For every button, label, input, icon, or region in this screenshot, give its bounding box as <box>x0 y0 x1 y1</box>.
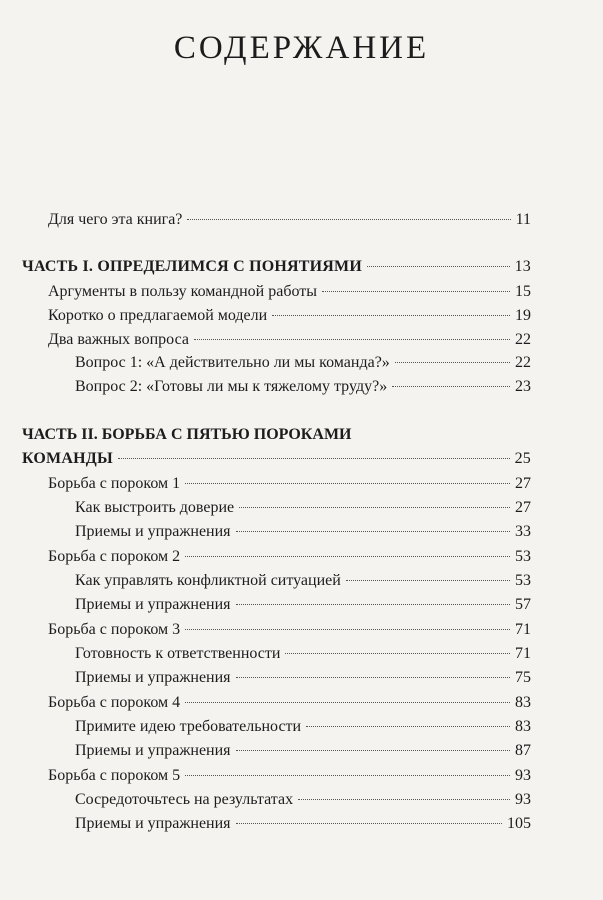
dot-leader <box>272 315 510 316</box>
dot-leader <box>185 775 510 776</box>
dot-leader <box>185 483 510 484</box>
dot-leader <box>239 507 510 508</box>
toc-entry[interactable] <box>48 474 531 494</box>
toc-entry[interactable] <box>75 741 531 761</box>
toc-entry-label: Как управлять конфликтной ситуацией <box>75 572 341 589</box>
toc-entry[interactable] <box>75 571 531 591</box>
toc-entry-page: 23 <box>515 378 531 395</box>
toc-entry-label: Приемы и упражнения <box>75 742 231 759</box>
toc-entry-page: 53 <box>515 572 531 589</box>
toc-entry-label: Приемы и упражнения <box>75 523 231 540</box>
toc-entry[interactable] <box>75 377 531 397</box>
toc-entry[interactable] <box>48 693 531 713</box>
toc-entry-page: 93 <box>515 767 531 784</box>
toc-entry-page: 71 <box>515 621 531 638</box>
toc-entry-page: 15 <box>515 283 531 300</box>
dot-leader <box>187 219 510 220</box>
toc-entry-page: 27 <box>515 475 531 492</box>
toc-part-label: ЧАСТЬ I. ОПРЕДЕЛИМСЯ С ПОНЯТИЯМИ <box>22 258 362 275</box>
toc-entry-label: Примите идею требовательности <box>75 718 302 735</box>
toc-entry-label: Борьба с пороком 1 <box>48 475 181 492</box>
toc-entry-label: Для чего эта книга? <box>48 211 183 228</box>
dot-leader <box>285 653 510 654</box>
toc-entry-page: 22 <box>515 354 531 371</box>
toc-entry-page: 105 <box>507 815 531 832</box>
toc-entry[interactable] <box>48 766 531 786</box>
dot-leader <box>185 629 510 630</box>
toc-entry-page: 25 <box>514 450 531 467</box>
toc-entry-label: Борьба с пороком 4 <box>48 694 181 711</box>
toc-entry[interactable] <box>75 595 531 615</box>
toc-entry-label: Готовность к ответственности <box>75 645 281 662</box>
dot-leader <box>392 386 510 387</box>
toc-entry[interactable] <box>75 717 531 737</box>
toc-entry-page: 13 <box>514 258 531 275</box>
toc-entry-label: Приемы и упражнения <box>75 596 231 613</box>
toc-entry[interactable] <box>75 522 531 542</box>
toc-part-entry[interactable] <box>22 449 531 469</box>
dot-leader <box>236 750 510 751</box>
toc-entry[interactable] <box>48 282 531 302</box>
toc-entry[interactable] <box>48 306 531 326</box>
toc-entry-page: 75 <box>515 669 531 686</box>
toc-entry[interactable] <box>75 668 531 688</box>
toc-part-entry[interactable] <box>22 257 531 277</box>
toc-entry-page: 33 <box>515 523 531 540</box>
toc-entry[interactable] <box>48 210 531 230</box>
dot-leader <box>306 726 510 727</box>
toc-part-label-line1[interactable]: ЧАСТЬ II. БОРЬБА С ПЯТЬЮ ПОРОКАМИ <box>22 426 352 443</box>
dot-leader <box>236 677 510 678</box>
toc-entry[interactable] <box>48 620 531 640</box>
toc-entry-page: 57 <box>515 596 531 613</box>
toc-entry-label: Приемы и упражнения <box>75 669 231 686</box>
toc-entry[interactable] <box>75 644 531 664</box>
toc-entry-label: Сосредоточьтесь на результатах <box>75 791 294 808</box>
toc-entry-label: Борьба с пороком 2 <box>48 548 181 565</box>
dot-leader <box>236 604 510 605</box>
toc-entry-label: Коротко о предлагаемой модели <box>48 307 268 324</box>
toc-entry[interactable] <box>75 353 531 373</box>
toc-entry-label: Два важных вопроса <box>48 331 189 348</box>
page-title: СОДЕРЖАНИЕ <box>173 30 430 66</box>
dot-leader <box>346 580 510 581</box>
toc-entry-label: Аргументы в пользу командной работы <box>48 283 317 300</box>
dot-leader <box>395 362 510 363</box>
toc-entry[interactable] <box>75 498 531 518</box>
dot-leader <box>185 556 510 557</box>
toc-entry-label: Вопрос 2: «Готовы ли мы к тяжелому труду?» <box>75 378 388 395</box>
toc-entry-page: 22 <box>515 331 531 348</box>
dot-leader <box>118 458 510 459</box>
toc-entry-label: Как выстроить доверие <box>75 499 235 516</box>
toc-entry[interactable] <box>75 790 531 810</box>
toc-entry-label: Борьба с пороком 3 <box>48 621 181 638</box>
toc-part-label: КОМАНДЫ <box>22 450 113 467</box>
toc-entry[interactable] <box>48 547 531 567</box>
dot-leader <box>298 799 510 800</box>
toc-entry-label: Вопрос 1: «А действительно ли мы команда?» <box>75 354 390 371</box>
dot-leader <box>194 339 510 340</box>
toc-entry-page: 93 <box>515 791 531 808</box>
toc-entry-label: Борьба с пороком 5 <box>48 767 181 784</box>
toc-entry-page: 87 <box>515 742 531 759</box>
toc-entry-label: Приемы и упражнения <box>75 815 231 832</box>
toc-entry[interactable] <box>48 330 531 350</box>
toc-entry-page: 11 <box>515 211 531 228</box>
dot-leader <box>236 531 510 532</box>
toc-entry-page: 53 <box>515 548 531 565</box>
dot-leader <box>236 823 502 824</box>
toc-entry-page: 83 <box>515 718 531 735</box>
dot-leader <box>322 291 510 292</box>
dot-leader <box>185 702 510 703</box>
dot-leader <box>367 266 510 267</box>
toc-entry[interactable] <box>75 814 531 834</box>
toc-entry-page: 71 <box>515 645 531 662</box>
toc-entry-page: 27 <box>515 499 531 516</box>
toc-entry-page: 19 <box>515 307 531 324</box>
toc-entry-page: 83 <box>515 694 531 711</box>
